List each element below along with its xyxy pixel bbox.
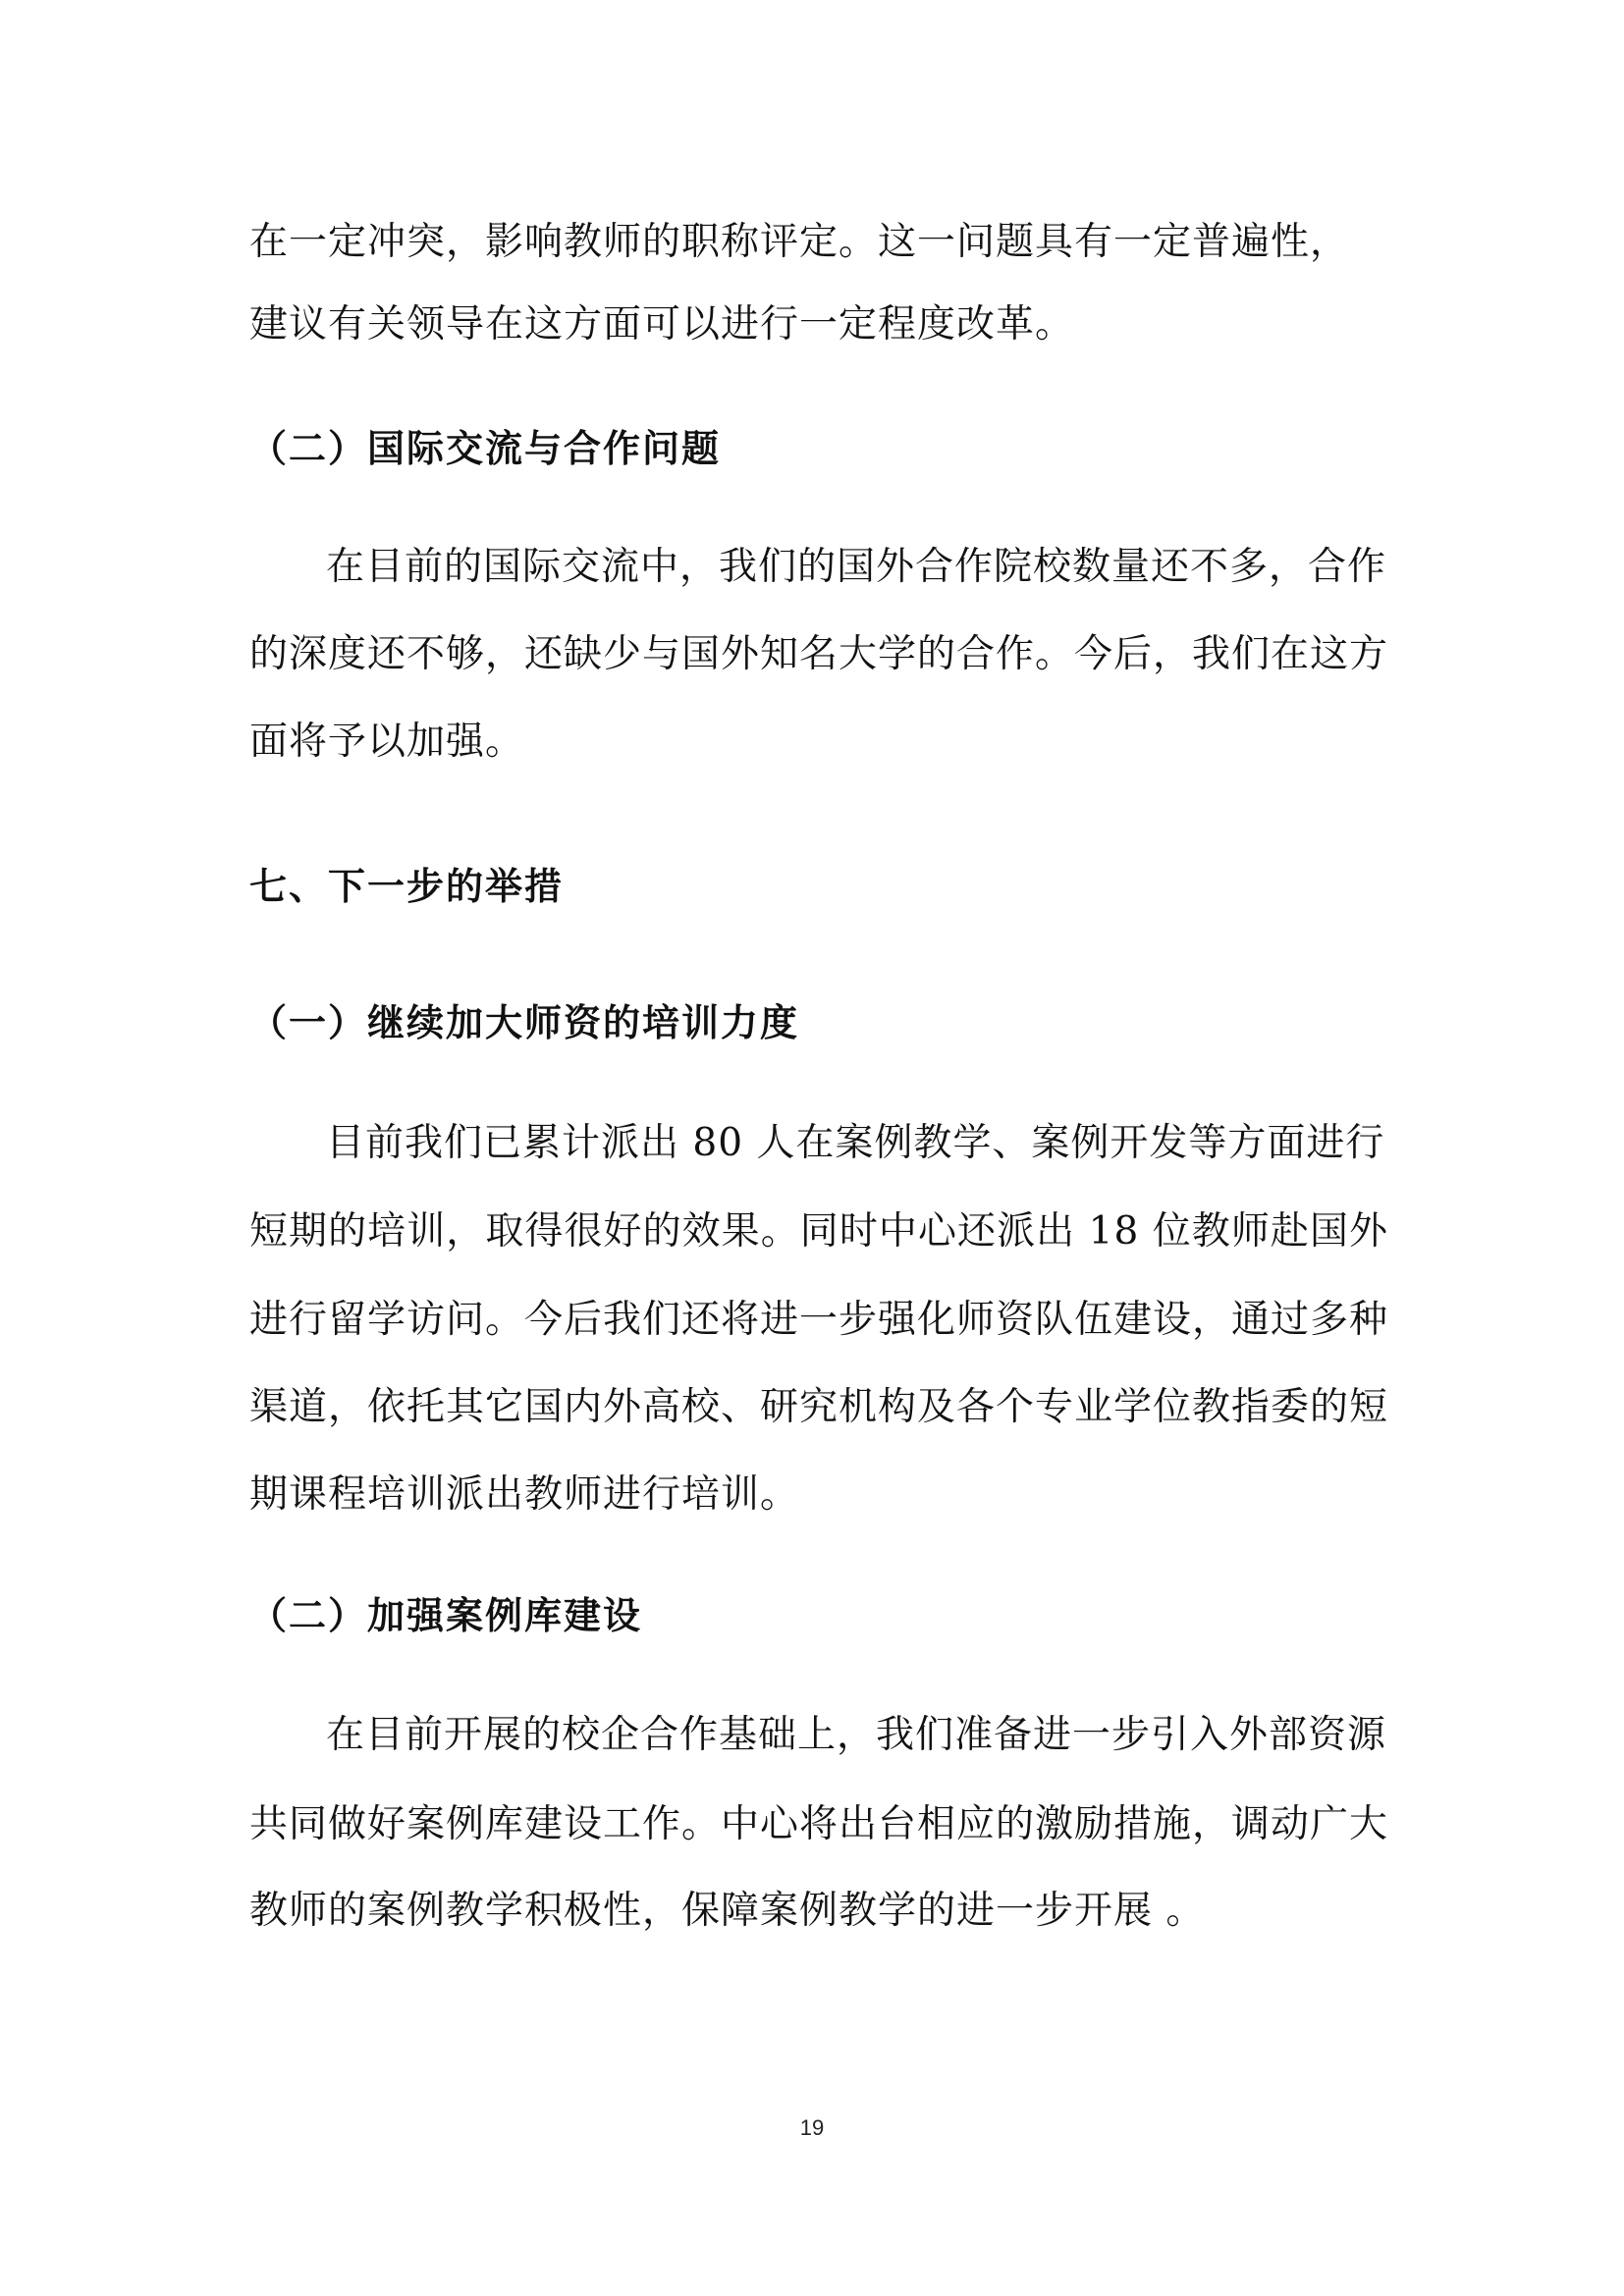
paragraph-line: 进行留学访问。今后我们还将进一步强化师资队伍建设，通过多种 xyxy=(249,1298,1389,1342)
page-number: 19 xyxy=(799,2115,825,2140)
section-subheading: （二）加强案例库建设 xyxy=(249,1594,643,1637)
section-subheading: （二）国际交流与合作问题 xyxy=(249,427,722,470)
paragraph-line: 面将予以加强。 xyxy=(249,720,525,764)
paragraph-line: 目前我们已累计派出 80 人在案例教学、案例开发等方面进行 xyxy=(326,1121,1385,1165)
paragraph-line: 建议有关领导在这方面可以进行一定程度改革。 xyxy=(249,302,1075,347)
section-heading: 七、下一步的举措 xyxy=(249,865,565,908)
paragraph-line: 共同做好案例库建设工作。中心将出台相应的激励措施，调动广大 xyxy=(249,1802,1389,1846)
paragraph-line: 期课程培训派出教师进行培训。 xyxy=(249,1472,800,1517)
paragraph-line: 的深度还不够，还缺少与国外知名大学的合作。今后，我们在这方 xyxy=(249,632,1389,676)
paragraph-line: 短期的培训，取得很好的效果。同时中心还派出 18 位教师赴国外 xyxy=(249,1209,1388,1254)
section-subheading: （一）继续加大师资的培训力度 xyxy=(249,1001,800,1044)
paragraph-line: 渠道，依托其它国内外高校、研究机构及各个专业学位教指委的短 xyxy=(249,1385,1389,1429)
paragraph-line: 在一定冲突，影响教师的职称评定。这一问题具有一定普遍性， xyxy=(249,220,1350,264)
paragraph-line: 教师的案例教学积极性，保障案例教学的进一步开展 。 xyxy=(249,1889,1206,1933)
paragraph-line: 在目前的国际交流中，我们的国外合作院校数量还不多，合作 xyxy=(326,545,1387,589)
paragraph-line: 在目前开展的校企合作基础上，我们准备进一步引入外部资源 xyxy=(326,1713,1387,1757)
